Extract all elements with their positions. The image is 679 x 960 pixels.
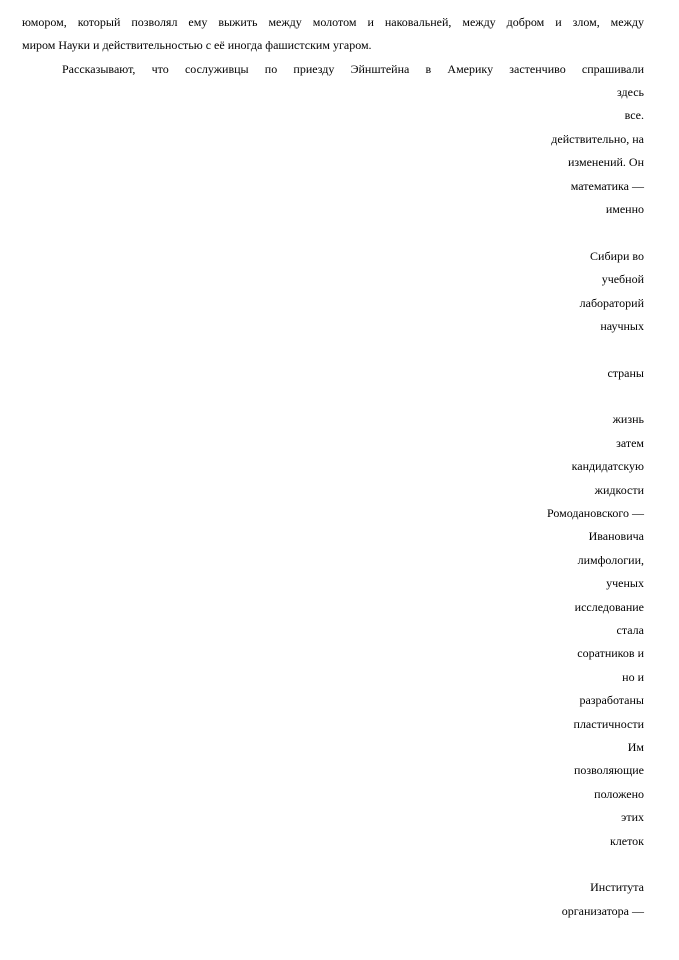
text-fragment: стала [616, 622, 644, 637]
text-fragment: действительно, на [551, 131, 644, 146]
text-fragment: клеток [609, 833, 644, 848]
text-fragment: здесь [616, 85, 644, 99]
paragraph-line: Рассказывают, что сослуживцы по приезду Эйнштейна в Америку застенчиво спрашивали [62, 62, 644, 76]
text-fragment: научных [600, 318, 644, 333]
text-fragment [404, 221, 644, 244]
text-fragment: исследование [574, 599, 644, 614]
text-fragment: математика — [570, 178, 644, 193]
text-fragment: лабораторий [579, 295, 644, 310]
text-fragment: но и [622, 669, 644, 684]
text-fragment [404, 385, 644, 408]
text-fragment: организатора — [561, 903, 644, 918]
text-fragment: Института [590, 880, 644, 895]
text-fragment: кандидатскую [571, 459, 644, 474]
truncated-text-fragments [404, 81, 644, 923]
text-fragment: учебной [601, 272, 644, 287]
text-fragment: жизнь [612, 412, 644, 427]
text-fragment: жидкости [594, 482, 644, 497]
text-fragment: Ивановича [588, 529, 644, 544]
text-fragment: именно [605, 201, 644, 216]
text-fragment [404, 338, 644, 361]
paragraph-line: миром Науки и действительностью с её иногда фашистским угаром. [22, 38, 372, 52]
text-fragment: разработаны [579, 693, 644, 708]
text-fragment: этих [621, 810, 644, 825]
text-fragment: лимфологии, [577, 552, 644, 567]
text-fragment: Ромодановского — [546, 506, 644, 521]
text-fragment: положено [594, 786, 644, 801]
paragraph-line: юмором, который позволял ему выжить между молотом и наковальней, между добром и злом, между [22, 15, 644, 29]
text-fragment: изменений. Он [567, 155, 644, 170]
text-fragment: все. [624, 108, 644, 123]
text-fragment: страны [607, 365, 644, 380]
text-fragment: позволяющие [573, 763, 644, 778]
text-fragment: Им [627, 739, 644, 754]
text-fragment: ученых [606, 576, 644, 591]
text-fragment: пластичности [573, 716, 644, 731]
paragraph-humor [22, 11, 644, 57]
paragraph-einstein [22, 58, 644, 81]
text-fragment: соратников и [577, 646, 644, 661]
text-fragment: Сибири во [590, 248, 644, 263]
text-fragment [404, 853, 644, 876]
text-fragment: затем [616, 435, 644, 450]
